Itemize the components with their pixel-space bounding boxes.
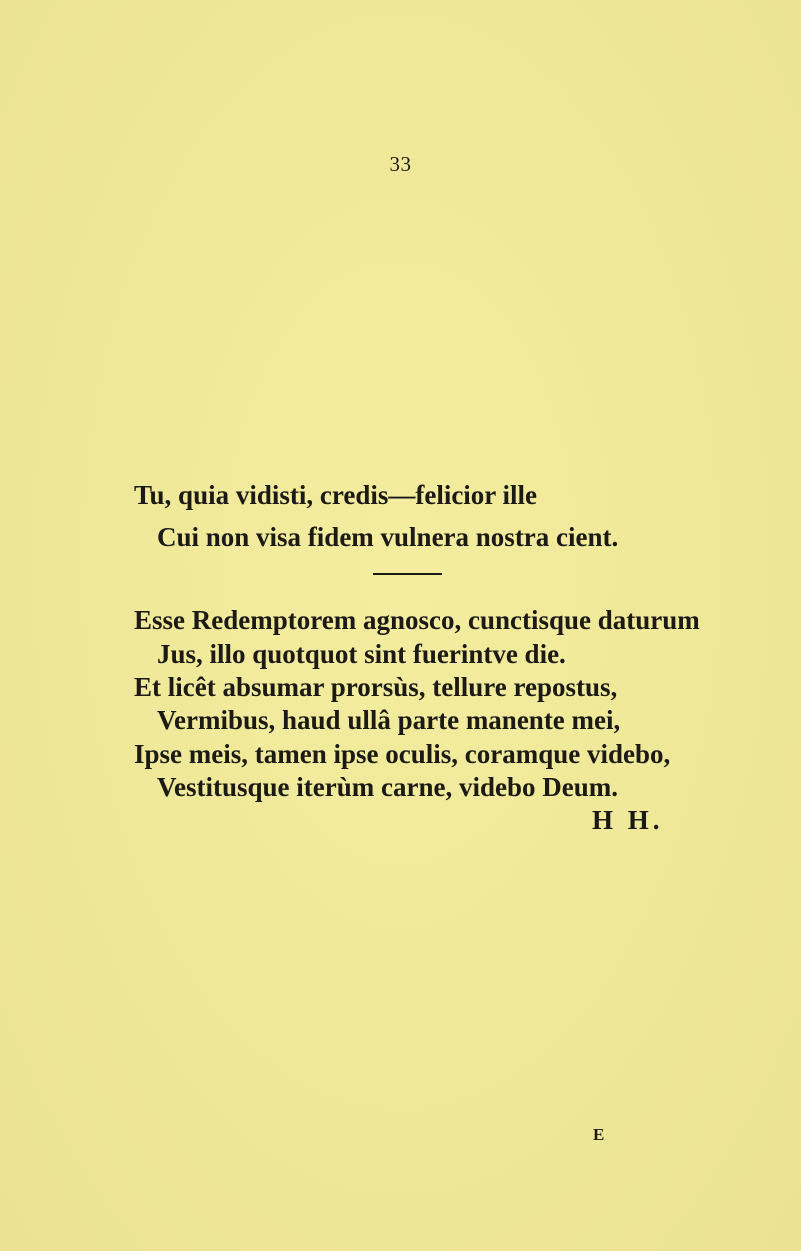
author-initials: H H. (592, 805, 664, 835)
verse-line: Jus, illo quotquot sint fuerintve die. (157, 639, 566, 669)
verse-line: Ipse meis, tamen ipse oculis, coramque videbo, (134, 739, 671, 769)
gathering-signature: E (593, 1125, 605, 1144)
verse-line: Esse Redemptorem agnosco, cunctisque daturum (134, 605, 700, 635)
page-number: 33 (389, 152, 412, 176)
verse-line: Et licêt absumar prorsùs, tellure repostus, (134, 672, 618, 702)
verse-line: Vestitusque iterùm carne, videbo Deum. (157, 772, 618, 802)
verse-line: Cui non visa fidem vulnera nostra cient. (157, 522, 619, 552)
verse-line: Vermibus, haud ullâ parte manente mei, (157, 705, 621, 735)
section-divider (373, 573, 442, 575)
verse-line: Tu, quia vidisti, credis—felicior ille (134, 480, 538, 510)
